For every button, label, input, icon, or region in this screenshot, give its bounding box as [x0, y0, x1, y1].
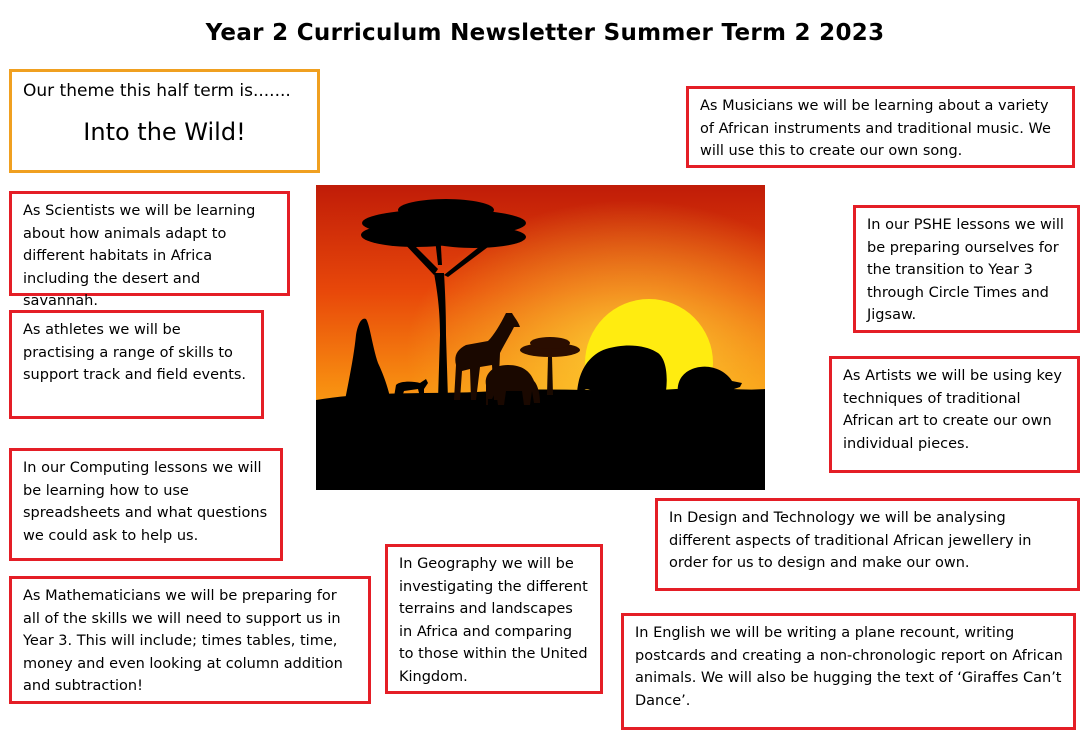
theme-name: Into the Wild!: [83, 118, 246, 146]
newsletter-title: Year 2 Curriculum Newsletter Summer Term 2 2023: [205, 20, 885, 46]
scientists-box: As Scientists we will be learning about how animals adapt to different habitats in Africa including the desert and savannah.: [9, 191, 290, 296]
english-box: In English we will be writing a plane recount, writing postcards and creating a non-chronologic report on African animals. We will also be hugging the text of ‘Giraffes Can’t Dance’.: [621, 613, 1076, 730]
computing-box: In our Computing lessons we will be learning how to use spreadsheets and what questions we could ask to help us.: [9, 448, 283, 561]
musicians-box: As Musicians we will be learning about a variety of African instruments and traditional music. We will use this to create our own song.: [686, 86, 1075, 168]
theme-box: [9, 69, 320, 173]
maths-box: As Mathematicians we will be preparing for all of the skills we will need to support us in Year 3. This will include; times tables, time, money and even looking at column addition and subtraction!: [9, 576, 371, 704]
pshe-box: In our PSHE lessons we will be preparing ourselves for the transition to Year 3 through Circle Times and Jigsaw.: [853, 205, 1080, 333]
theme-intro: Our theme this half term is.......: [23, 81, 291, 101]
artists-box: As Artists we will be using key techniques of traditional African art to create our own individual pieces.: [829, 356, 1080, 473]
geography-box: In Geography we will be investigating the different terrains and landscapes in Africa and comparing to those within the United Kingdom.: [385, 544, 603, 694]
savanna-silhouette-illustration: [316, 185, 765, 490]
african-sunset-image: [316, 185, 765, 490]
design-technology-box: In Design and Technology we will be analysing different aspects of traditional African jewellery in order for us to design and make our own.: [655, 498, 1080, 591]
athletes-box: As athletes we will be practising a range of skills to support track and field events.: [9, 310, 264, 419]
